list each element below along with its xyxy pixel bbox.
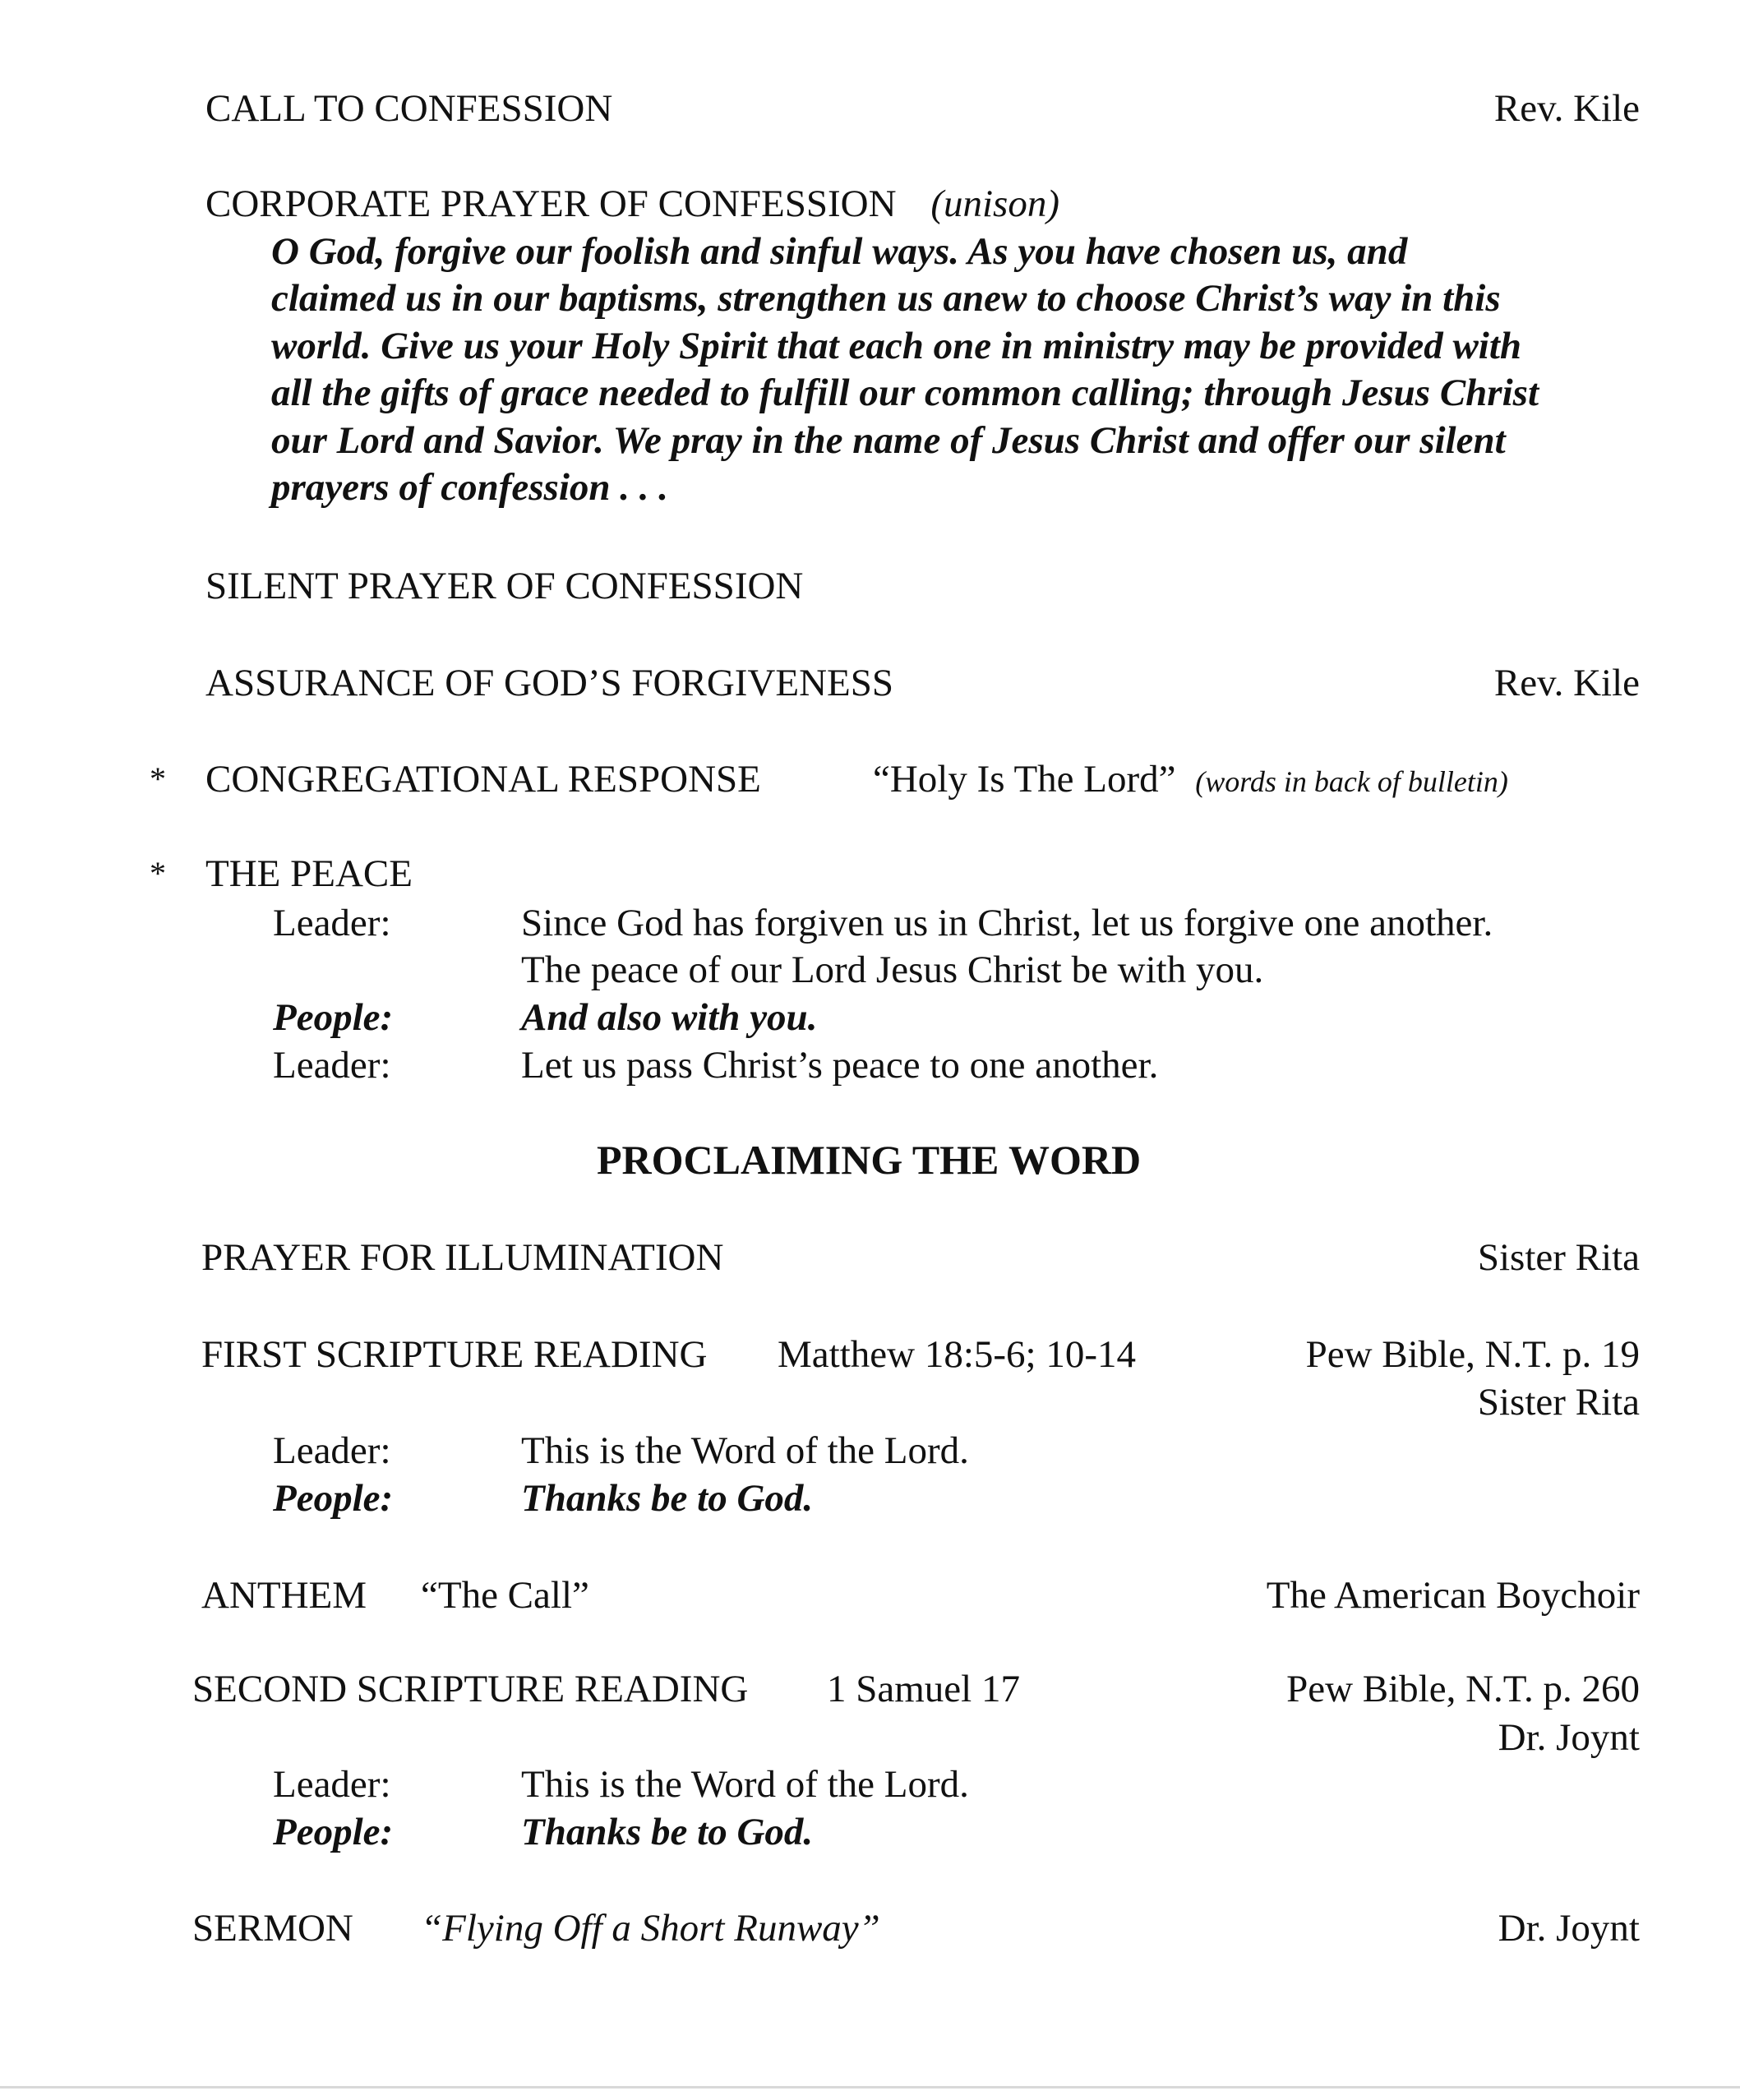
illumination-title: PRAYER FOR ILLUMINATION	[201, 1236, 724, 1279]
silent-prayer-title: SILENT PRAYER OF CONFESSION	[205, 565, 804, 607]
corporate-prayer-heading	[205, 181, 1059, 227]
second-reading-people-text: Thanks be to God.	[521, 1811, 814, 1853]
prayer-line: all the gifts of grace needed to fulfill our common calling; through Jesus Christ	[271, 372, 1539, 414]
call-to-confession-leader: Rev. Kile	[1493, 87, 1640, 130]
second-reading-leader-text: This is the Word of the Lord.	[521, 1763, 969, 1806]
leader-label: Leader:	[273, 1763, 391, 1806]
prayer-line: our Lord and Savior. We pray in the name of Jesus Christ and offer our silent	[271, 419, 1506, 462]
standing-marker: *	[150, 855, 166, 892]
second-reading-passage: 1 Samuel 17	[827, 1668, 1020, 1710]
illumination-leader: Sister Rita	[1477, 1236, 1640, 1279]
sermon-name: “Flying Off a Short Runway”	[421, 1907, 880, 1950]
peace-leader-line: Let us pass Christ’s peace to one another.	[521, 1044, 1159, 1087]
first-reading-people-text: Thanks be to God.	[521, 1477, 814, 1520]
anthem-title: ANTHEM	[201, 1574, 367, 1617]
people-label: People:	[273, 1477, 394, 1520]
section-heading: PROCLAIMING THE WORD	[597, 1137, 1142, 1183]
prayer-line: world. Give us your Holy Spirit that each one in ministry may be provided with	[271, 325, 1522, 367]
leader-label: Leader:	[273, 1429, 391, 1472]
leader-label: Leader:	[273, 902, 391, 944]
prayer-line: O God, forgive our foolish and sinful ways. As you have chosen us, and	[271, 230, 1408, 273]
prayer-line: prayers of confession . . .	[271, 466, 669, 509]
second-reading-reader: Dr. Joynt	[1498, 1716, 1640, 1759]
corporate-prayer-note: (unison)	[930, 182, 1059, 225]
first-reading-leader-text: This is the Word of the Lord.	[521, 1429, 969, 1472]
sermon-preacher: Dr. Joynt	[1498, 1907, 1640, 1950]
peace-leader-line: The peace of our Lord Jesus Christ be with you.	[521, 948, 1264, 991]
congregational-response-title: CONGREGATIONAL RESPONSE	[205, 758, 761, 801]
standing-marker: *	[150, 760, 166, 797]
first-reading-reader: Sister Rita	[1477, 1381, 1640, 1424]
peace-leader-line: Since God has forgiven us in Christ, let us forgive one another.	[521, 902, 1493, 944]
second-reading-title: SECOND SCRIPTURE READING	[192, 1668, 749, 1710]
anthem-song: “The Call”	[421, 1574, 589, 1617]
peace-people-response: And also with you.	[521, 996, 818, 1039]
first-reading-title: FIRST SCRIPTURE READING	[201, 1333, 708, 1376]
corporate-prayer-title: CORPORATE PRAYER OF CONFESSION	[205, 182, 897, 225]
prayer-line: claimed us in our baptisms, strengthen us anew to choose Christ’s way in this	[271, 277, 1501, 320]
page-edge	[0, 2086, 1740, 2088]
leader-label: Leader:	[273, 1044, 391, 1087]
anthem-performer: The American Boychoir	[1266, 1574, 1640, 1617]
people-label: People:	[273, 1811, 394, 1853]
sermon-title: SERMON	[192, 1907, 353, 1950]
second-reading-reference: Pew Bible, N.T. p. 260	[1286, 1668, 1640, 1710]
peace-title: THE PEACE	[205, 852, 413, 895]
assurance-title: ASSURANCE OF GOD’S FORGIVENESS	[205, 662, 894, 704]
first-reading-reference: Pew Bible, N.T. p. 19	[1305, 1333, 1640, 1376]
assurance-leader: Rev. Kile	[1493, 662, 1640, 704]
response-song-title: “Holy Is The Lord”	[873, 758, 1176, 801]
people-label: People:	[273, 996, 394, 1039]
congregational-response-song	[873, 756, 1508, 802]
call-to-confession-title: CALL TO CONFESSION	[205, 87, 613, 130]
response-note: (words in back of bulletin)	[1195, 765, 1508, 798]
first-reading-passage: Matthew 18:5-6; 10-14	[778, 1333, 1136, 1376]
